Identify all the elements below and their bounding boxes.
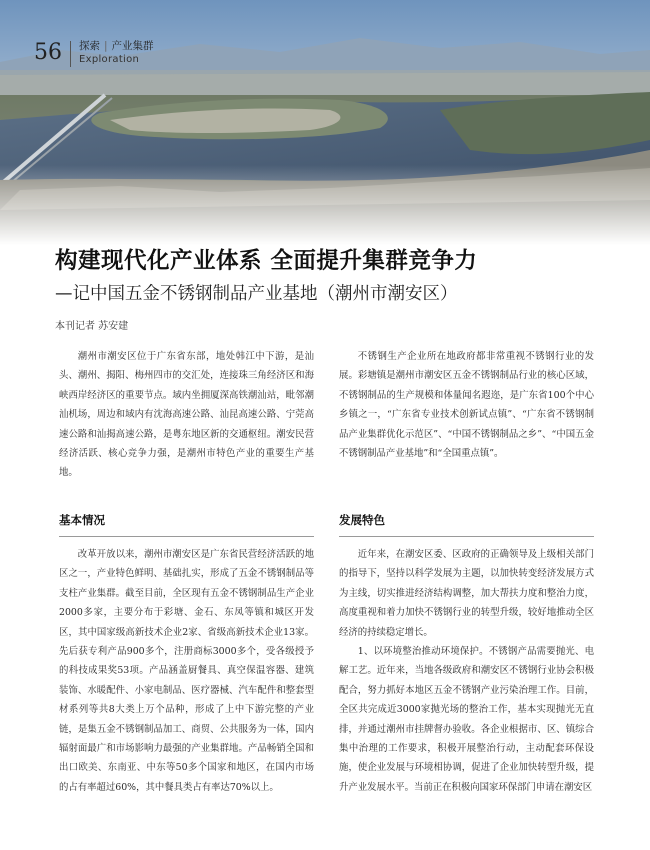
- article-title: 构建现代化产业体系 全面提升集群竞争力: [55, 248, 478, 274]
- right-top-paragraph: 不锈钢生产企业所在地政府都非常重视不锈钢行业的发展。彩塘镇是潮州市潮安区五金不锈钢制品行业的核心区域，不锈钢制品的生产规模和体量闻名遐迩，是广东省100个中心乡镇之一，“广东省专业技术创新试点镇”、“广东省不锈钢制品产业集群优化示范区”、“中国不锈钢制品之乡”、“中国五金不锈钢制品产业基地”和“全国重点镇”。: [339, 351, 594, 460]
- hero-aerial-photo: [0, 0, 650, 245]
- section-name: 探索: [79, 40, 100, 52]
- section-rule: [339, 536, 594, 537]
- section-features-body: [339, 545, 594, 797]
- section-name-english: Exploration: [79, 54, 140, 65]
- article-subtitle: —记中国五金不锈钢制品产业基地（潮州市潮安区）: [55, 284, 458, 304]
- section-basic-paragraph: 改革开放以来，潮州市潮安区是广东省民营经济活跃的地区之一，产业特色鲜明、基础扎实，形成了五金不锈钢制品等支柱产业集群。截至目前，全区现有五金不锈钢制品生产企业2000多家，主要分布于彩塘、金石、东凤等镇和城区开发区，其中国家级高新技术企业2家、省级高新技术企业13家。先后获专利产品900多个，注册商标3000多个，受各级授予的科技成果奖53项。产品涵盖厨餐具、真空保温容器、建筑装饰、水暖配件、小家电制品、医疗器械、汽车配件和整套型材系列等共8大类上万个品种，形成了上中下游完整的产业链，是集五金不锈钢制品加工、商贸、公共服务为一体，国内辐射面最广和市场影响力最强的产业集群地。产品畅销全国和出口欧美、东南亚、中东等50多个国家和地区，在国内市场的占有率超过60%，其中餐具类占有率达70%以上。: [59, 549, 314, 793]
- right-top-column: [339, 347, 594, 463]
- section-divider: |: [104, 40, 108, 52]
- section-features-paragraph-2: 1、以环境整治推动环境保护。不锈钢产品需要抛光、电解工艺。近年来，当地各级政府和潮安区不锈钢行业协会积极配合，努力抓好本地区五金不锈钢产业污染治理工作。目前，全区共完成近3000家抛光场的整治工作，基本实现抛光无直排，并通过潮州市挂牌督办验收。各企业根据市、区、镇综合集中治理的工作要求，积极开展整治行动，主动配套环保设施，使企业发展与环境相协调，促进了企业加快转型升级，提升产业发展水平。当前正在积极向国家环保部门申请在潮安区: [339, 646, 594, 793]
- header-divider: [70, 41, 71, 67]
- page-number: 56: [34, 40, 62, 65]
- section-heading-basic: 基本情况: [59, 513, 105, 527]
- section-features-heading-block: [339, 512, 594, 537]
- article-byline: 本刊记者 苏安建: [55, 321, 129, 332]
- intro-paragraph: 潮州市潮安区位于广东省东部，地处韩江中下游，是汕头、潮州、揭阳、梅州四市的交汇处，连接珠三角经济区和海峡西岸经济区的重要节点。域内坐拥厦深高铁潮汕站，毗邻潮汕机场，周边和域内有沈海高速公路、汕昆高速公路、宁莞高速公路和汕揭高速公路，是粤东地区新的交通枢纽。潮安民营经济活跃、核心竞争力强，是潮州市特色产业的重要生产基地。: [59, 351, 314, 479]
- subsection-name: 产业集群: [111, 40, 154, 52]
- section-basic-body: [59, 545, 314, 797]
- section-label: [79, 40, 154, 66]
- section-rule: [59, 536, 314, 537]
- section-basic-heading-block: [59, 512, 314, 537]
- page-header: [34, 40, 154, 67]
- intro-column: [59, 347, 314, 483]
- section-heading-features: 发展特色: [339, 513, 385, 527]
- section-features-paragraph-1: 近年来，在潮安区委、区政府的正确领导及上级相关部门的指导下，坚持以科学发展为主题，以加快转变经济发展方式为主线，切实推进经济结构调整，加大帮扶力度和整治力度，高度重视和着力加快不锈钢行业的转型升级，较好地推动全区经济的持续稳定增长。: [339, 549, 594, 638]
